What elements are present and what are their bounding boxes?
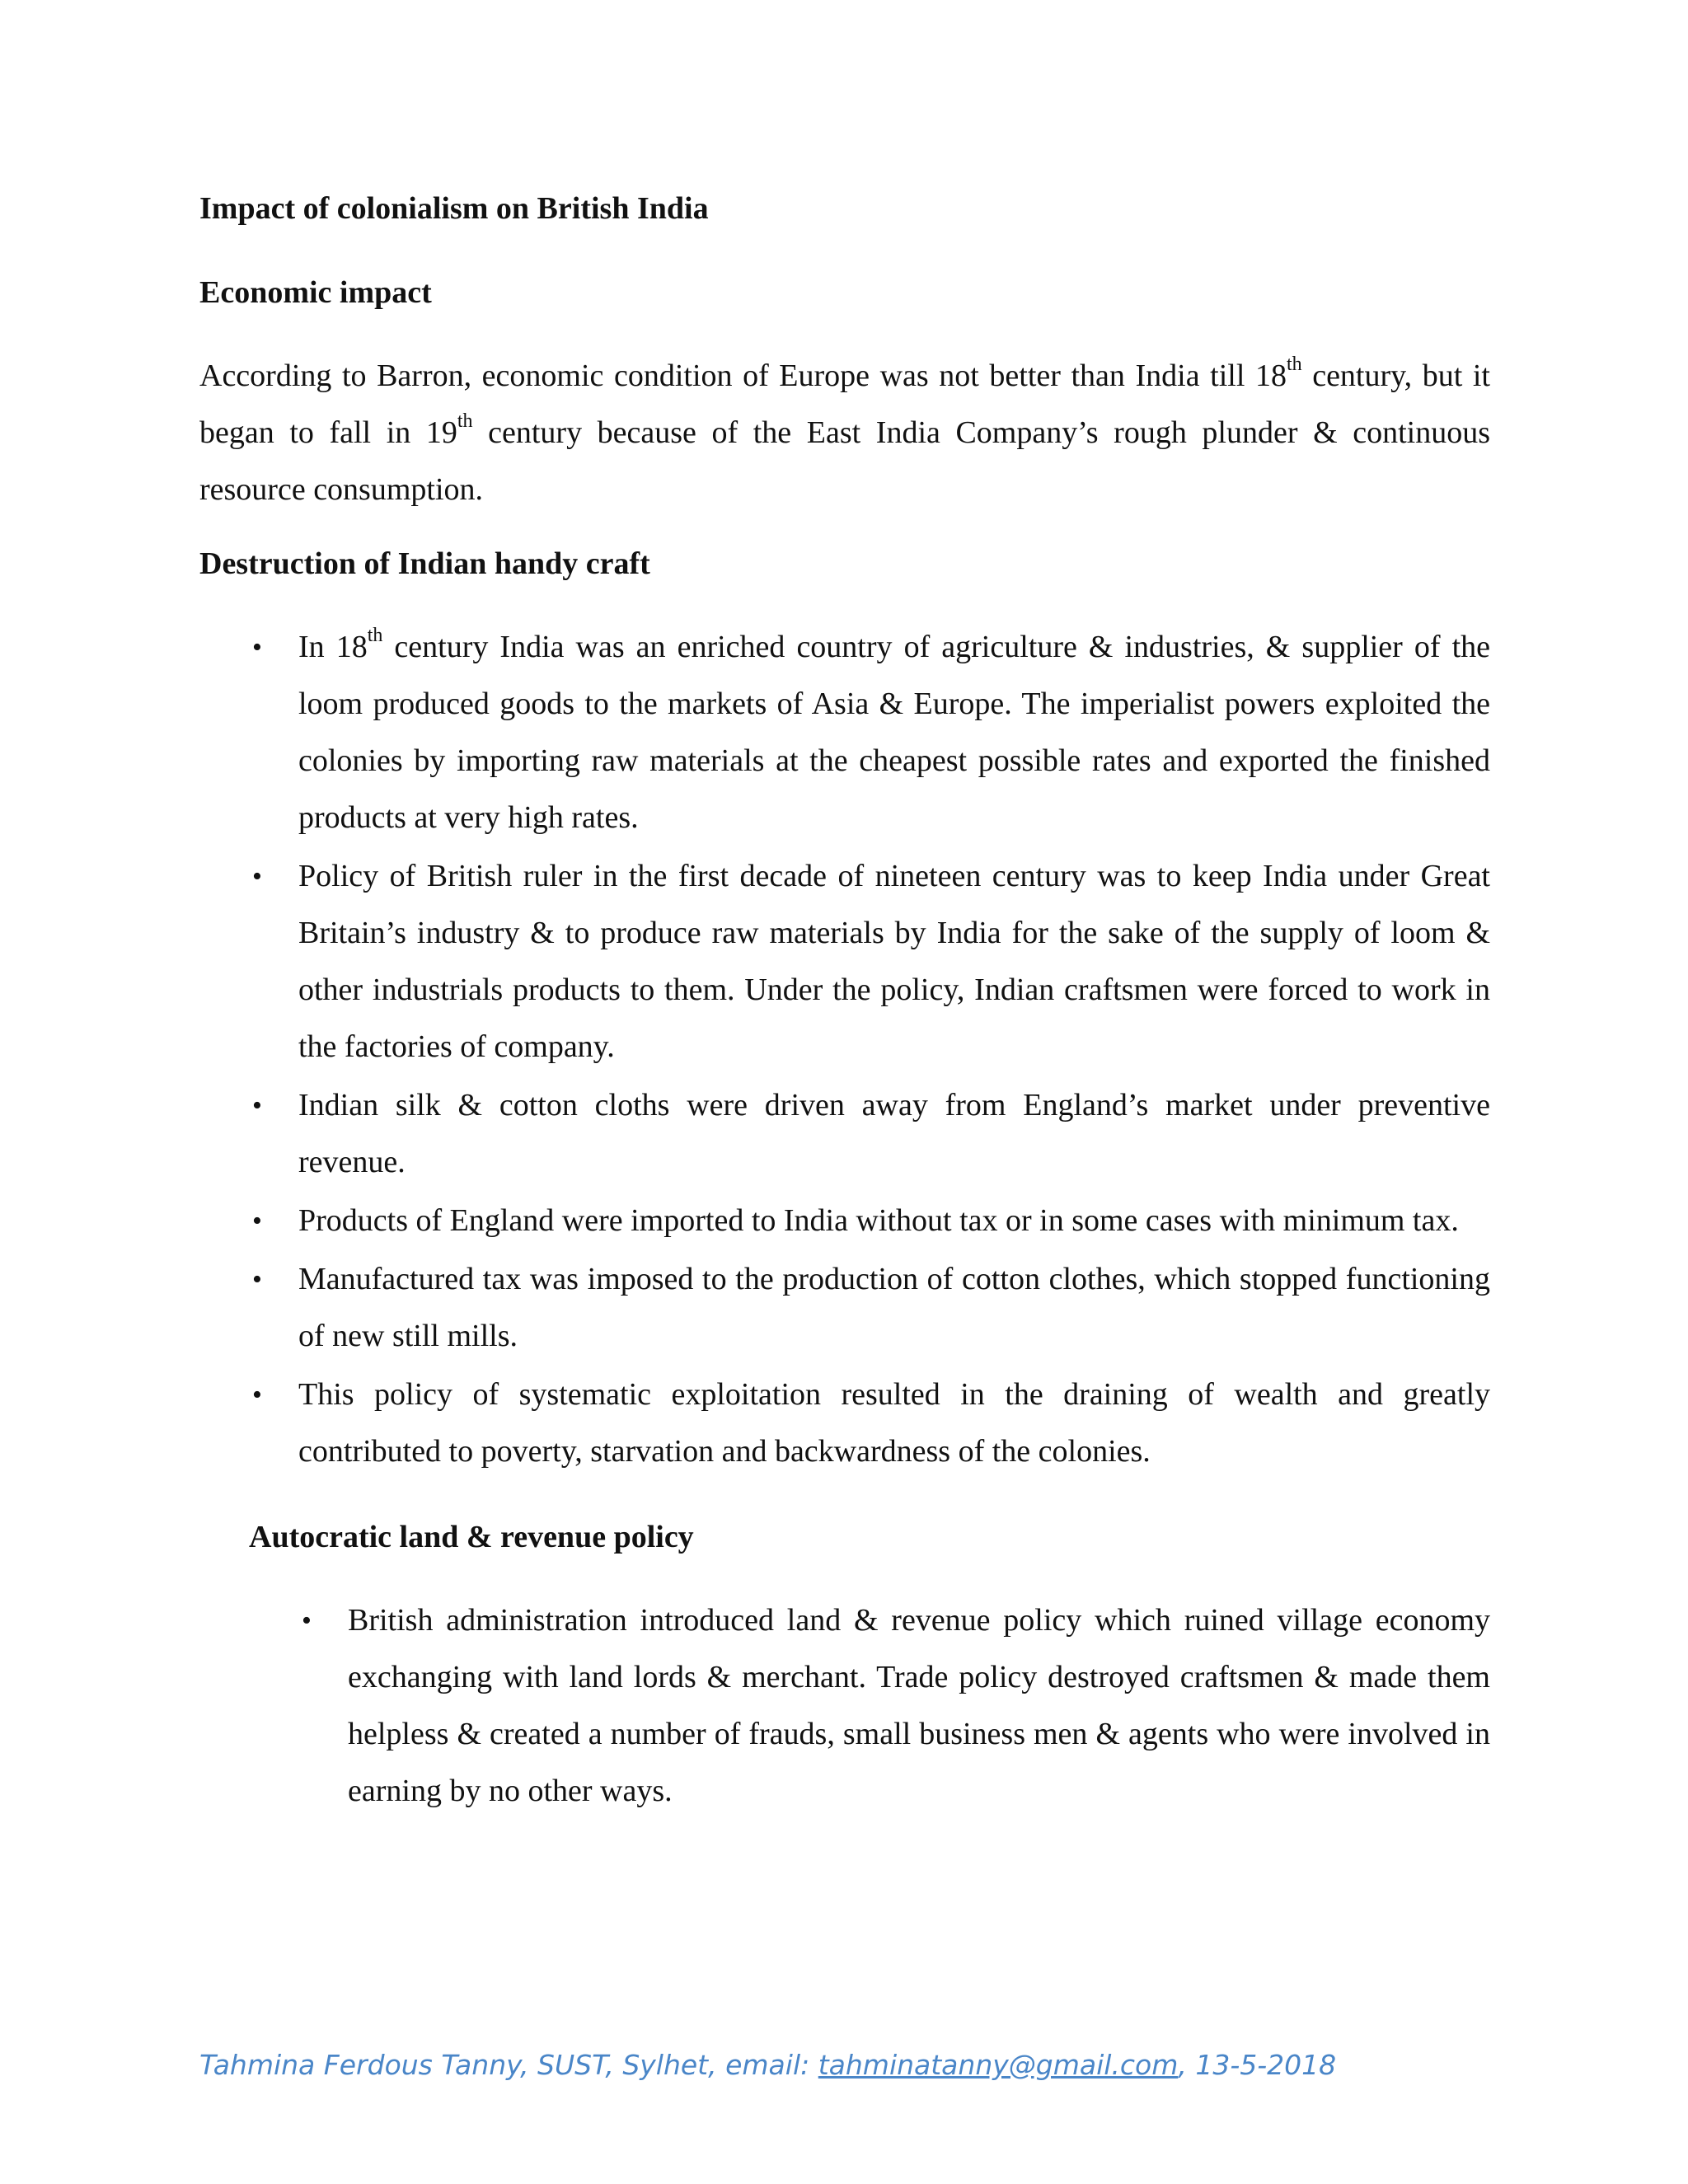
list-item <box>199 1077 1490 1191</box>
bullet-icon: • <box>252 1264 262 1295</box>
section-heading-land-policy: Autocratic land & revenue policy <box>249 1520 694 1554</box>
bullet-text-5: Manufactured tax was imposed to the production of cotton clothes, which stopped functioning of new still mills. <box>298 1262 1490 1353</box>
intro-superscript-2: th <box>457 410 473 432</box>
bullet-icon: • <box>252 632 262 663</box>
bullet-text-4: Products of England were imported to India without tax or in some cases with minimum tax. <box>298 1203 1459 1238</box>
bullet-icon: • <box>252 1090 262 1121</box>
footer-author: Tahmina Ferdous Tanny, SUST, Sylhet, email: <box>199 2049 818 2081</box>
document-body <box>199 188 1490 1821</box>
list-item <box>199 1366 1490 1480</box>
bullet-icon: • <box>302 1605 312 1636</box>
intro-superscript-1: th <box>1286 353 1302 375</box>
footer-date: , 13-5-2018 <box>1178 2049 1337 2081</box>
land-policy-section <box>249 1516 1490 1820</box>
footer-email-link[interactable]: tahminatanny@gmail.com <box>818 2049 1179 2081</box>
list-item <box>199 1193 1490 1249</box>
section-heading-handicraft: Destruction of Indian handy craft <box>199 546 650 581</box>
document-title: Impact of colonialism on British India <box>199 191 709 226</box>
bullet-text-1a: In 18 <box>298 630 368 664</box>
list-item <box>249 1592 1490 1820</box>
land-bullet-text-1: British administration introduced land & revenue policy which ruined village economy exchanging with land lords & merchant. Trade policy destroyed craftsmen & made them helpless & created a number of frauds, small business men & agents who were involved in earning by no other ways. <box>348 1603 1490 1808</box>
list-item <box>199 1251 1490 1365</box>
bullet-text-6: This policy of systematic exploitation resulted in the draining of wealth and greatly contributed to poverty, starvation and backwardness of the colonies. <box>298 1377 1490 1469</box>
intro-paragraph <box>199 348 1490 518</box>
list-item <box>199 619 1490 846</box>
bullet-icon: • <box>252 1380 262 1410</box>
intro-text-2: century, but it began to fall in 19 <box>199 359 1490 450</box>
intro-text-3: century because of the East India Company’s rough plunder & continuous resource consumption. <box>199 415 1491 507</box>
list-item <box>199 848 1490 1076</box>
bullet-text-1b: century India was an enriched country of agriculture & industries, & supplier of the loom produced goods to the markets of Asia & Europe. The imperialist powers exploited the colonies by importing raw materials at the cheapest possible rates and exported the finished products at very high rates. <box>298 630 1490 835</box>
bullet-icon: • <box>252 1206 262 1236</box>
handicraft-bullet-list <box>199 619 1490 1480</box>
bullet-icon: • <box>252 861 262 892</box>
section-heading-economic-impact: Economic impact <box>199 275 432 310</box>
bullet-text-2: Policy of British ruler in the first decade of nineteen century was to keep India under Great Britain’s industry & to produce raw materials by India for the sake of the supply of loom & other industrials products to them. Under the policy, Indian craftsmen were forced to work in the factories of company. <box>298 859 1490 1064</box>
bullet-superscript: th <box>367 624 383 646</box>
page-footer <box>199 2047 1336 2083</box>
land-bullet-list <box>249 1592 1490 1820</box>
intro-text-1: According to Barron, economic condition of Europe was not better than India till 18 <box>199 359 1287 393</box>
bullet-text-3: Indian silk & cotton cloths were driven away from England’s market under preventive revenue. <box>298 1088 1490 1179</box>
